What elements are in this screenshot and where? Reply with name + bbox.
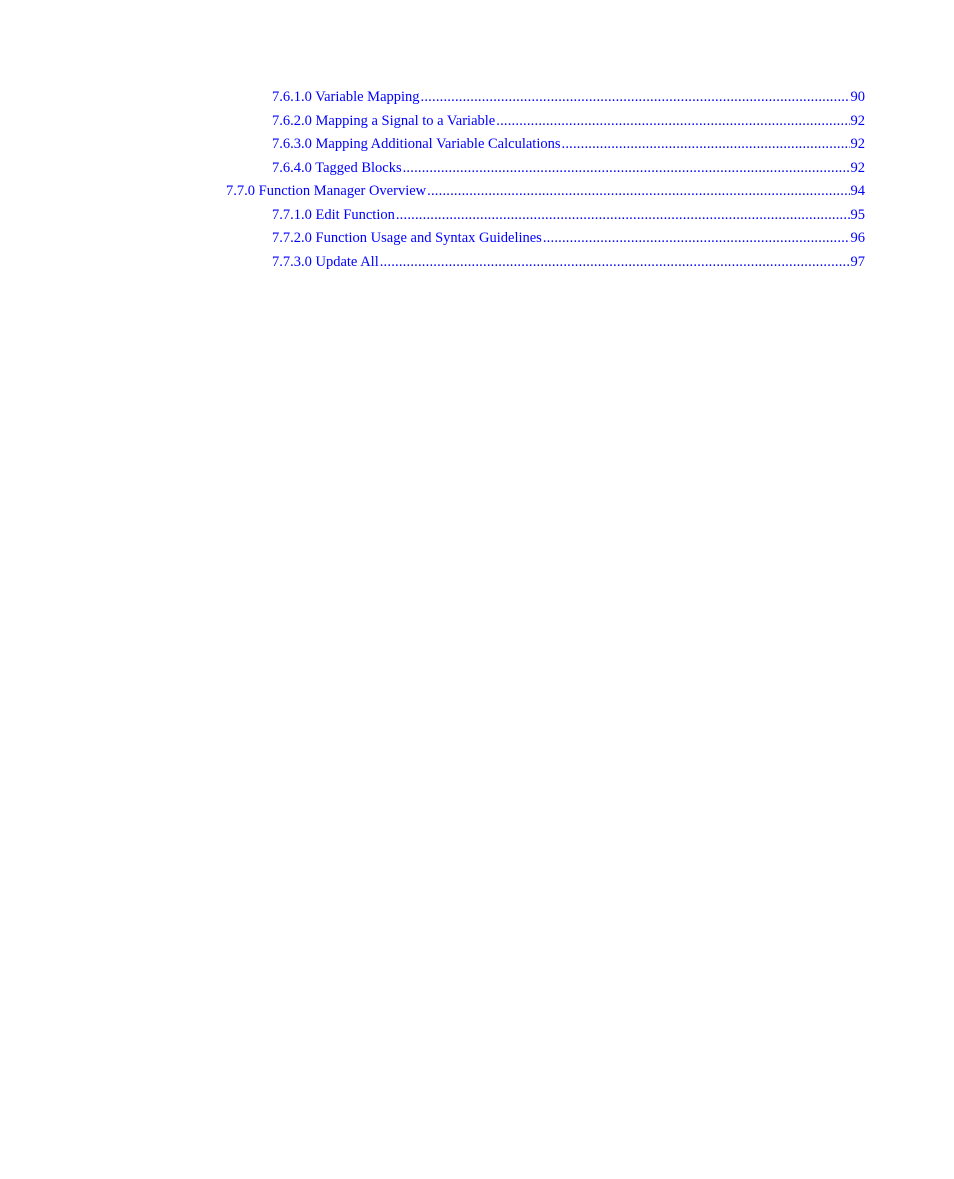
toc-entry-title: 7.7.3.0 Update All — [272, 253, 379, 270]
toc-entry-7-7-3-0[interactable] — [272, 251, 865, 275]
toc-dot-leader — [403, 157, 850, 181]
toc-entry-7-7-2-0[interactable] — [272, 227, 865, 251]
toc-dot-leader — [427, 180, 849, 204]
toc-entry-7-6-3-0[interactable] — [272, 133, 865, 157]
toc-dot-leader — [421, 86, 850, 110]
toc-entry-page: 92 — [850, 159, 865, 176]
toc-entry-title: 7.7.0 Function Manager Overview — [226, 183, 427, 199]
toc-entry-7-6-2-0[interactable] — [272, 110, 865, 134]
toc-entry-7-7-0[interactable] — [226, 180, 865, 204]
toc-entry-title: 7.6.1.0 Variable Mapping — [272, 89, 420, 105]
toc-entry-page: 94 — [850, 183, 865, 199]
toc-entry-title: 7.7.1.0 Edit Function — [272, 206, 395, 223]
toc-entry-7-6-1-0[interactable] — [272, 86, 865, 110]
table-of-contents — [0, 86, 954, 274]
toc-entry-page: 95 — [850, 206, 865, 223]
toc-entry-page: 96 — [850, 230, 865, 246]
toc-dot-leader — [562, 133, 850, 157]
toc-entry-page: 92 — [850, 112, 865, 129]
toc-dot-leader — [380, 251, 850, 275]
toc-entry-title: 7.6.4.0 Tagged Blocks — [272, 159, 402, 176]
toc-dot-leader — [496, 110, 849, 134]
toc-entry-title: 7.7.2.0 Function Usage and Syntax Guidelines — [272, 230, 542, 246]
toc-entry-title: 7.6.2.0 Mapping a Signal to a Variable — [272, 112, 496, 129]
toc-entry-7-7-1-0[interactable] — [272, 204, 865, 228]
toc-entry-page: 97 — [850, 253, 865, 270]
toc-dot-leader — [543, 227, 850, 251]
toc-entry-7-6-4-0[interactable] — [272, 157, 865, 181]
toc-dot-leader — [396, 204, 850, 228]
toc-entry-title: 7.6.3.0 Mapping Additional Variable Calculations — [272, 136, 561, 152]
toc-entry-page: 90 — [850, 89, 865, 105]
toc-entry-page: 92 — [850, 136, 865, 152]
